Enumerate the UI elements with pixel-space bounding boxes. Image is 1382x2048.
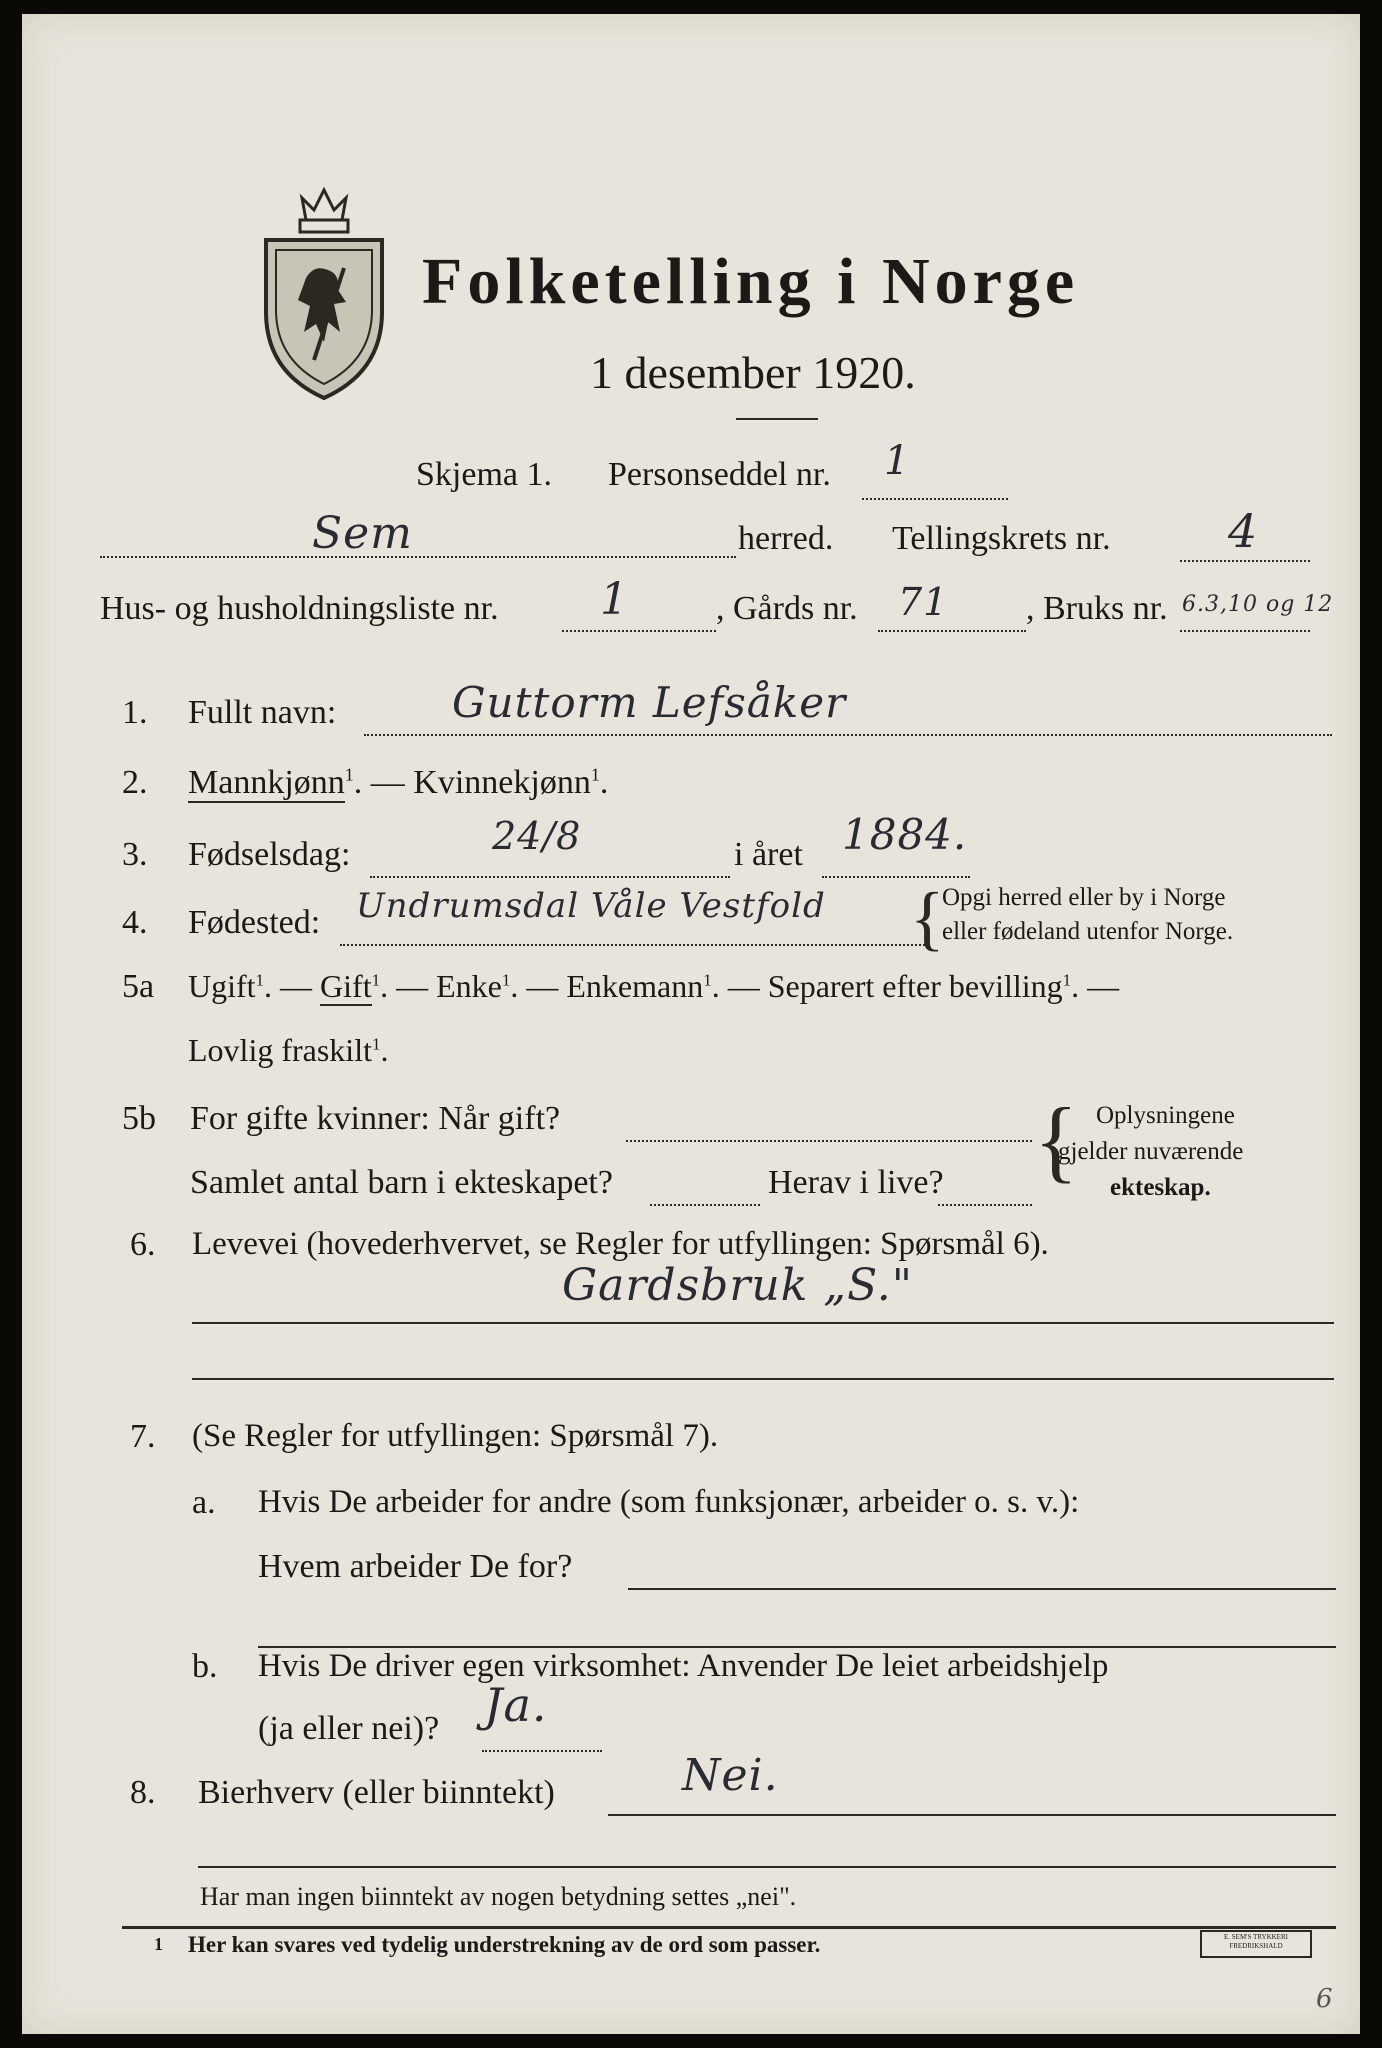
title-divider <box>736 418 818 420</box>
birthday-value: 24/8 <box>492 814 582 858</box>
option-gift[interactable]: Gift <box>320 968 372 1004</box>
herred-label: herred. <box>738 520 834 557</box>
occupation-line-1[interactable] <box>192 1322 1334 1324</box>
hus-value: 1 <box>600 574 629 625</box>
gards-field[interactable] <box>878 630 1026 632</box>
occupation-line-2[interactable] <box>192 1378 1334 1380</box>
birth-year-field[interactable] <box>822 876 970 878</box>
option-enkemann[interactable]: Enkemann <box>566 968 704 1004</box>
marriage-note-1: Oplysningene <box>1096 1102 1235 1129</box>
norway-coat-of-arms-icon <box>254 182 394 404</box>
option-mannkjonn[interactable]: Mannkjønn <box>188 764 345 801</box>
children-alive-field[interactable] <box>938 1204 1032 1206</box>
q7b-text: Hvis De driver egen virksomhet: Anvender De leiet arbeidshjelp <box>258 1648 1109 1684</box>
bruks-value: 6.3,10 og 12 <box>1182 592 1334 617</box>
personseddel-label: Personseddel nr. <box>608 456 831 493</box>
q8-label: Bierhverv (eller biinntekt) <box>198 1774 555 1811</box>
q5b-number: 5b <box>122 1100 156 1137</box>
marriage-note-3: ekteskap. <box>1110 1174 1211 1201</box>
year-label: i året <box>734 836 803 873</box>
hired-help-value: Ja. <box>484 1678 548 1732</box>
q7a-question: Hvem arbeider De for? <box>258 1548 573 1585</box>
married-when-field[interactable] <box>626 1140 1032 1142</box>
q7-label: (Se Regler for utfyllingen: Spørsmål 7). <box>192 1418 719 1454</box>
personseddel-value: 1 <box>884 438 911 484</box>
hus-label: Hus- og husholdningsliste nr. <box>100 590 499 627</box>
gards-label: , Gårds nr. <box>716 590 858 627</box>
birthplace-note-1: Opgi herred eller by i Norge <box>942 884 1226 911</box>
herred-field[interactable] <box>100 556 736 558</box>
full-name-field[interactable] <box>364 734 1332 736</box>
option-separert[interactable]: Separert efter bevilling <box>767 968 1063 1004</box>
bruks-field[interactable] <box>1180 630 1310 632</box>
q6-label: Levevei (hovederhvervet, se Regler for utfyllingen: Spørsmål 6). <box>192 1226 1049 1262</box>
form-title: Folketelling i Norge <box>422 245 1080 318</box>
marriage-brace: { <box>1034 1089 1079 1191</box>
q1-label: Fullt navn: <box>188 694 337 731</box>
q7a-text: Hvis De arbeider for andre (som funksjonær, arbeider o. s. v.): <box>258 1484 1080 1520</box>
side-income-note: Har man ingen biinntekt av nogen betydning settes „nei". <box>200 1882 797 1911</box>
q7b-question: (ja eller nei)? <box>258 1710 440 1747</box>
footnote-number: 1 <box>154 1934 163 1954</box>
option-enke[interactable]: Enke <box>436 968 502 1004</box>
birthplace-field[interactable] <box>340 944 928 946</box>
side-income-value: Nei. <box>682 1750 779 1801</box>
q2-number: 2. <box>122 764 148 801</box>
option-kvinnekjonn[interactable]: Kvinnekjønn <box>413 764 591 801</box>
schema-label: Skjema 1. <box>416 456 552 493</box>
option-ugift[interactable]: Ugift <box>188 968 256 1004</box>
option-fraskilt[interactable]: Lovlig fraskilt <box>188 1032 372 1068</box>
bruks-label: , Bruks nr. <box>1026 590 1168 627</box>
birthplace-brace: { <box>910 878 945 958</box>
page-mark: 6 <box>1316 1984 1334 2014</box>
side-income-line-1[interactable] <box>608 1814 1336 1816</box>
q8-number: 8. <box>130 1774 156 1811</box>
tellingskrets-value: 4 <box>1228 504 1259 558</box>
herred-value: Sem <box>312 508 413 559</box>
side-income-line-2[interactable] <box>198 1866 1336 1868</box>
marital-status-options: Ugift$^1$. — Gift$^1$. — Enke$^1$. — Enkemann$^1$. — Separert efter bevilling$^1$. — <box>188 968 1120 1004</box>
employer-line-1[interactable] <box>628 1588 1336 1590</box>
full-name-value: Guttorm Lefsåker <box>452 678 847 727</box>
q1-number: 1. <box>122 694 148 731</box>
q5a-number: 5a <box>122 968 155 1005</box>
birthday-field[interactable] <box>370 876 730 878</box>
marital-status-options-2: Lovlig fraskilt$^1$. <box>188 1032 389 1068</box>
q7-number: 7. <box>130 1418 156 1455</box>
census-form <box>22 14 1360 2034</box>
tellingskrets-field[interactable] <box>1180 560 1310 562</box>
q6-number: 6. <box>130 1226 156 1263</box>
printer-stamp: E. SEM'S TRYKKERI FREDRIKSHALD <box>1200 1930 1312 1958</box>
q5b-line2a: Samlet antal barn i ekteskapet? <box>190 1164 613 1201</box>
gards-value: 71 <box>898 580 949 624</box>
children-total-field[interactable] <box>650 1204 760 1206</box>
birthplace-value: Undrumsdal Våle Vestfold <box>356 886 826 926</box>
gender-options: Mannkjønn$^1$. — Kvinnekjønn$^1$. <box>188 764 609 801</box>
birth-year-value: 1884. <box>842 810 968 859</box>
tellingskrets-label: Tellingskrets nr. <box>892 520 1111 557</box>
q7b-letter: b. <box>192 1648 218 1685</box>
personseddel-field[interactable] <box>862 498 1008 500</box>
footnote-text: Her kan svares ved tydelig understrekning av de ord som passer. <box>188 1932 821 1957</box>
footer-divider <box>122 1926 1336 1929</box>
hired-help-field[interactable] <box>482 1750 602 1752</box>
occupation-value: Gardsbruk „S." <box>562 1260 913 1311</box>
q3-label: Fødselsdag: <box>188 836 351 873</box>
marriage-note-2: gjelder nuværende <box>1058 1138 1244 1165</box>
q7a-letter: a. <box>192 1484 216 1521</box>
hus-field[interactable] <box>562 630 716 632</box>
census-date: 1 desember 1920. <box>590 347 916 398</box>
birthplace-note-2: eller fødeland utenfor Norge. <box>942 918 1234 945</box>
q5b-line1: For gifte kvinner: Når gift? <box>190 1100 561 1137</box>
q4-number: 4. <box>122 904 148 941</box>
q5b-line2b: Herav i live? <box>768 1164 944 1201</box>
q3-number: 3. <box>122 836 148 873</box>
q4-label: Fødested: <box>188 904 321 941</box>
